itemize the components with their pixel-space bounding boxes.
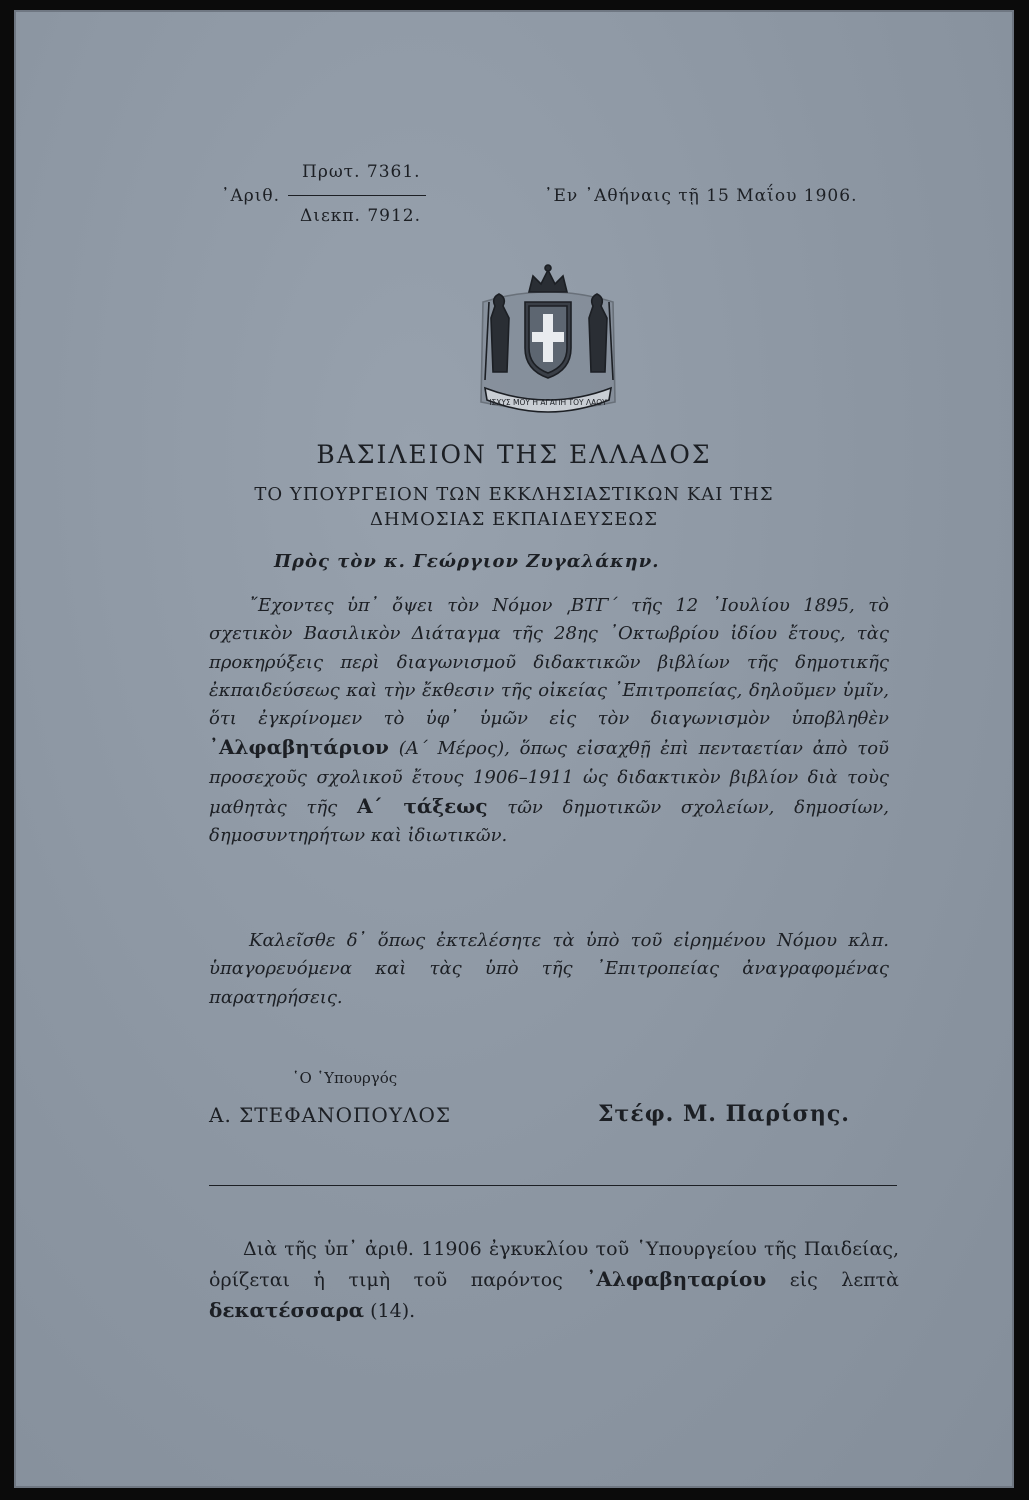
main-paragraph <box>209 592 889 851</box>
paragraph-text: (Α΄ Μέρος), ὅπως εἰσαχθῇ ἐπὶ πενταετίαν ἀπὸ τοῦ προσεχοῦς σχολικοῦ ἔτους 1906–1911 ὡς διδακτικὸν βιβλίον διὰ τοὺς μαθητὰς τῆς <box>209 738 889 819</box>
minister-label: ῾Ο ῾Υπουργός <box>292 1069 398 1087</box>
recipient: Πρὸς τὸν κ. Γεώργιον Ζυγαλάκην. <box>274 551 660 572</box>
protocol-number: Πρωτ. 7361. <box>302 162 421 182</box>
document-page <box>14 10 1014 1488</box>
paragraph-text: τῶν δημοτικῶν σχολείων, δημοσίων, δημοσυντηρήτων καὶ ἰδιωτικῶν. <box>209 797 889 847</box>
ministry-line-2: ΔΗΜΟΣΙΑΣ ΕΚΠΑΙΔΕΥΣΕΩΣ <box>369 509 659 530</box>
dispatch-number: Διεκπ. 7912. <box>300 206 422 226</box>
note-book-title: ᾿Αλφαβηταρίου <box>586 1267 767 1291</box>
note-text: Διὰ τῆς ὑπ᾿ ἀριθ. 11906 ἐγκυκλίου τοῦ ῾Υπουργείου τῆς Παιδείας, ὁρίζεται ἡ τιμὴ τοῦ παρόντος <box>209 1238 899 1291</box>
note-text: εἰς λεπτὰ <box>789 1269 899 1291</box>
paragraph-text: ῎Εχοντες ὑπ᾿ ὄψει τὸν Νόμον ͵ΒΤΓ΄ τῆς 12 ᾿Ιουλίου 1895, τὸ σχετικὸν Βασιλικὸν Διάταγμα τῆς 28ης ᾿Οκτωβρίου ἰδίου ἔτους, τὰς προκηρύξεις περὶ διαγωνισμοῦ διδακτικῶν βιβλίων τῆς δημοτικῆς ἐκπαιδεύσεως καὶ τὴν ἔκθεσιν τῆς οἰκείας ᾿Επιτροπείας, δηλοῦμεν ὑμῖν, ὅτι ἐγκρίνομεν τὸ ὑφ᾿ ὑμῶν εἰς τὸν διαγωνισμὸν ὑποβληθὲν <box>209 595 889 730</box>
reference-divider <box>288 195 426 196</box>
divider-line <box>209 1185 897 1186</box>
book-title: ᾿Αλφαβητάριον <box>209 735 389 760</box>
grade-label: Α΄ τάξεως <box>356 794 488 819</box>
number-label: ᾿Αριθ. <box>221 186 281 206</box>
note-price-word: δεκατέσσαρα <box>209 1298 365 1322</box>
seal-motto: ΙΣΧΥΣ ΜΟΥ Η ΑΓΑΠΗ ΤΟΥ ΛΑΟΥ <box>489 398 607 407</box>
second-paragraph: Καλεῖσθε δ᾿ ὅπως ἐκτελέσητε τὰ ὑπὸ τοῦ εἰρημένου Νόμου κλπ. ὑπαγορευόμενα καὶ τὰς ὑπὸ τῆς ᾿Επιτροπείας ἀναγραφομένας παρατηρήσεις. <box>209 930 889 1008</box>
ministry-line-1: ΤΟ ΥΠΟΥΡΓΕΙΟΝ ΤΩΝ ΕΚΚΛΗΣΙΑΣΤΙΚΩΝ ΚΑΙ ΤΗΣ <box>254 484 774 505</box>
note-text: (14). <box>370 1300 416 1322</box>
countersignature: Στέφ. Μ. Παρίσης. <box>598 1101 850 1127</box>
minister-name: Α. ΣΤΕΦΑΝΟΠΟΥΛΟΣ <box>209 1103 451 1127</box>
place-date: ᾿Εν ᾿Αθήναις τῇ 15 Μαΐου 1906. <box>544 186 858 206</box>
royal-coat-of-arms-icon <box>463 262 633 424</box>
price-note <box>209 1234 899 1326</box>
kingdom-title: ΒΑΣΙΛΕΙΟΝ ΤΗΣ ΕΛΛΑΔΟΣ <box>316 440 712 469</box>
